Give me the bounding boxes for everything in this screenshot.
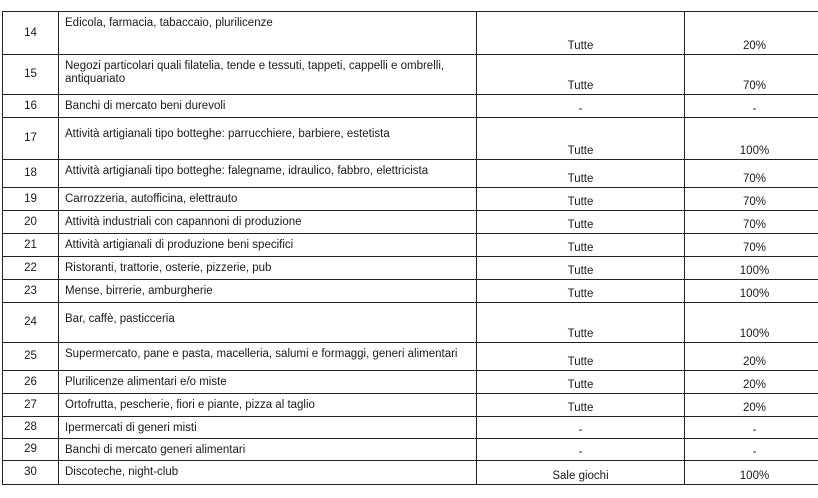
- row-description: Ipermercati di generi misti: [59, 417, 477, 439]
- table-row: [3, 95, 818, 118]
- row-description: Attività artigianali di produzione beni specifici: [59, 234, 477, 257]
- row-percentage: 100%: [685, 461, 818, 485]
- row-tariff: -: [477, 417, 685, 439]
- table-row: [3, 461, 818, 485]
- row-tariff: Tutte: [477, 160, 685, 188]
- row-number: 30: [3, 461, 59, 485]
- row-description: Plurilicenze alimentari e/o miste: [59, 371, 477, 394]
- row-tariff: Tutte: [477, 343, 685, 371]
- row-description: Carrozzeria, autofficina, elettrauto: [59, 188, 477, 211]
- row-number: 21: [3, 234, 59, 257]
- table-row: [3, 234, 818, 257]
- row-percentage: 70%: [685, 234, 818, 257]
- row-number: 19: [3, 188, 59, 211]
- row-tariff: Tutte: [477, 280, 685, 303]
- table-row: [3, 160, 818, 188]
- table-row: [3, 12, 818, 55]
- row-description: Negozi particolari quali filatelia, tende e tessuti, tappeti, cappelli e ombrelli, antiquariato: [59, 55, 477, 95]
- row-number: 23: [3, 280, 59, 303]
- row-description: Banchi di mercato beni durevoli: [59, 95, 477, 118]
- row-percentage: 20%: [685, 394, 818, 417]
- row-tariff: Tutte: [477, 211, 685, 234]
- row-percentage: 100%: [685, 118, 818, 160]
- row-tariff: Tutte: [477, 371, 685, 394]
- table-row: [3, 394, 818, 417]
- row-percentage: 70%: [685, 188, 818, 211]
- row-number: 29: [3, 439, 59, 461]
- table-row: [3, 439, 818, 461]
- row-tariff: Tutte: [477, 55, 685, 95]
- row-percentage: 20%: [685, 371, 818, 394]
- row-percentage: 100%: [685, 303, 818, 343]
- row-percentage: 100%: [685, 257, 818, 280]
- row-description: Mense, birrerie, amburgherie: [59, 280, 477, 303]
- row-tariff: Tutte: [477, 118, 685, 160]
- table-row: [3, 343, 818, 371]
- row-percentage: -: [685, 439, 818, 461]
- row-number: 20: [3, 211, 59, 234]
- row-number: 24: [3, 303, 59, 343]
- row-tariff: Tutte: [477, 257, 685, 280]
- row-percentage: 70%: [685, 55, 818, 95]
- tariff-table: [2, 11, 818, 485]
- row-description: Attività artigianali tipo botteghe: falegname, idraulico, fabbro, elettricista: [59, 160, 477, 188]
- row-percentage: -: [685, 417, 818, 439]
- row-tariff: Tutte: [477, 394, 685, 417]
- row-tariff: Tutte: [477, 303, 685, 343]
- row-description: Banchi di mercato generi alimentari: [59, 439, 477, 461]
- table-row: [3, 257, 818, 280]
- table-row: [3, 55, 818, 95]
- row-number: 16: [3, 95, 59, 118]
- row-description: Edicola, farmacia, tabaccaio, plurilicenze: [59, 12, 477, 55]
- row-number: 28: [3, 417, 59, 439]
- row-description: Ortofrutta, pescherie, fiori e piante, pizza al taglio: [59, 394, 477, 417]
- row-percentage: 20%: [685, 343, 818, 371]
- row-percentage: 100%: [685, 280, 818, 303]
- row-description: Ristoranti, trattorie, osterie, pizzerie, pub: [59, 257, 477, 280]
- row-tariff: Sale giochi: [477, 461, 685, 485]
- row-description: Discoteche, night-club: [59, 461, 477, 485]
- row-number: 14: [3, 12, 59, 55]
- row-number: 15: [3, 55, 59, 95]
- row-tariff: -: [477, 439, 685, 461]
- row-number: 17: [3, 118, 59, 160]
- row-description: Supermercato, pane e pasta, macelleria, salumi e formaggi, generi alimentari: [59, 343, 477, 371]
- row-tariff: Tutte: [477, 234, 685, 257]
- row-tariff: Tutte: [477, 188, 685, 211]
- table-row: [3, 303, 818, 343]
- tariff-table-body: [3, 12, 818, 485]
- table-row: [3, 417, 818, 439]
- table-row: [3, 188, 818, 211]
- row-tariff: Tutte: [477, 12, 685, 55]
- row-number: 27: [3, 394, 59, 417]
- row-percentage: 70%: [685, 160, 818, 188]
- row-percentage: -: [685, 95, 818, 118]
- row-tariff: -: [477, 95, 685, 118]
- row-description: Attività industriali con capannoni di produzione: [59, 211, 477, 234]
- row-description: Bar, caffè, pasticceria: [59, 303, 477, 343]
- table-row: [3, 371, 818, 394]
- row-description: Attività artigianali tipo botteghe: parrucchiere, barbiere, estetista: [59, 118, 477, 160]
- table-row: [3, 118, 818, 160]
- row-percentage: 20%: [685, 12, 818, 55]
- row-number: 18: [3, 160, 59, 188]
- row-number: 26: [3, 371, 59, 394]
- table-row: [3, 211, 818, 234]
- table-row: [3, 280, 818, 303]
- row-number: 25: [3, 343, 59, 371]
- row-number: 22: [3, 257, 59, 280]
- row-percentage: 70%: [685, 211, 818, 234]
